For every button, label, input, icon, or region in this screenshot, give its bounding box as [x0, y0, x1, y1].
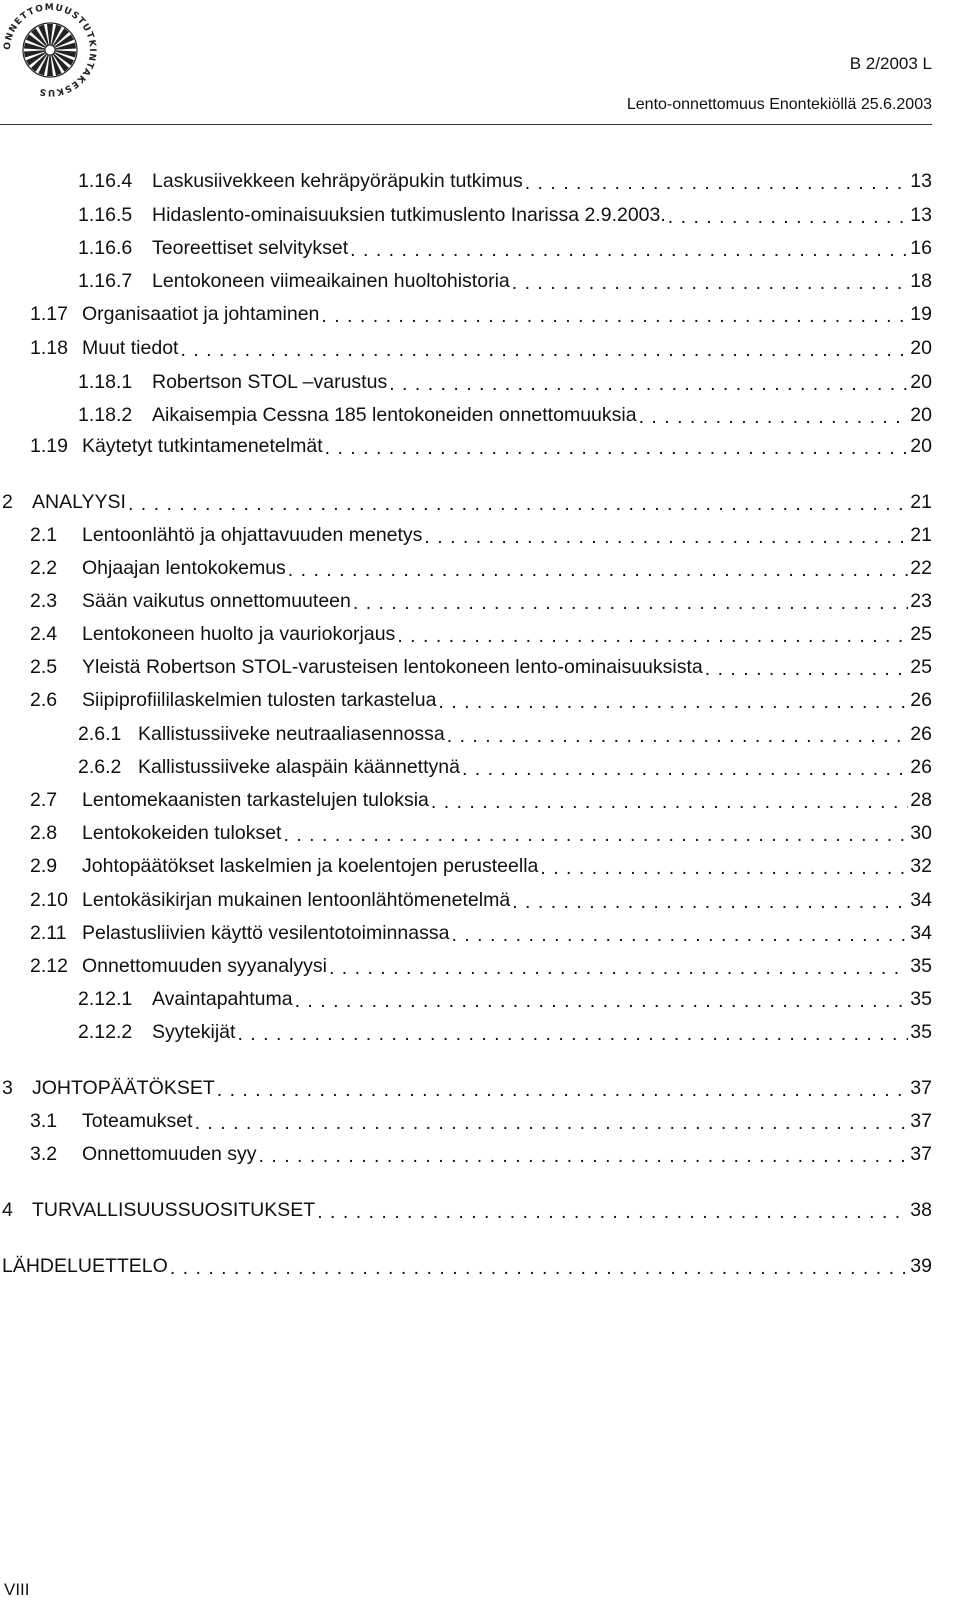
- toc-entry[interactable]: 2.12.2 Syytekijät . . . 35: [78, 1018, 932, 1046]
- toc-chapter[interactable]: LÄHDELUETTELO . . . 39: [2, 1252, 932, 1280]
- svg-text:ONNETTOMUUSTUTKINTAKESKUS: ONNETTOMUUSTUTKINTAKESKUS: [2, 2, 98, 98]
- document-code: B 2/2003 L: [849, 54, 932, 73]
- toc-entry[interactable]: 2.8 Lentokokeiden tulokset . . . 30: [30, 819, 932, 847]
- toc-entry[interactable]: 2.10 Lentokäsikirjan mukainen lentoonlähtömenetelmä . . . 34: [30, 886, 932, 914]
- toc-entry[interactable]: 2.7 Lentomekaanisten tarkastelujen tuloksia . . . 28: [30, 786, 932, 814]
- toc-entry[interactable]: 2.9 Johtopäätökset laskelmien ja koelentojen perusteella . . . 32: [30, 852, 932, 880]
- toc-chapter[interactable]: 2 ANALYYSI . . . 21: [2, 488, 932, 516]
- toc-entry[interactable]: 2.1 Lentoonlähtö ja ohjattavuuden menetys . . . 21: [30, 521, 932, 549]
- toc-entry[interactable]: 1.16.4 Laskusiivekkeen kehräpyöräpukin tutkimus . . . 13: [78, 167, 932, 195]
- toc-entry[interactable]: 2.2 Ohjaajan lentokokemus . . . 22: [30, 554, 932, 582]
- toc-entry[interactable]: 2.6 Siipiprofiililaskelmien tulosten tarkastelua . . . 26: [30, 686, 932, 714]
- toc-entry[interactable]: 1.19 Käytetyt tutkintamenetelmät . . . 20: [30, 432, 932, 460]
- toc-entry[interactable]: 2.11 Pelastusliivien käyttö vesilentotoiminnassa . . . 34: [30, 919, 932, 947]
- toc-entry[interactable]: 2.12.1 Avaintapahtuma . . . 35: [78, 985, 932, 1013]
- toc-entry[interactable]: 1.18.2 Aikaisempia Cessna 185 lentokoneiden onnettomuuksia . . . 20: [78, 401, 932, 429]
- page-number: VIII: [4, 1580, 30, 1599]
- toc-entry[interactable]: 1.17 Organisaatiot ja johtaminen . . . 19: [30, 300, 932, 328]
- toc-entry[interactable]: 2.4 Lentokoneen huolto ja vauriokorjaus . . . 25: [30, 620, 932, 648]
- toc-entry[interactable]: 1.16.7 Lentokoneen viimeaikainen huoltohistoria . . . 18: [78, 267, 932, 295]
- toc-entry[interactable]: 1.18.1 Robertson STOL –varustus . . . 20: [78, 368, 932, 396]
- toc-entry[interactable]: 2.12 Onnettomuuden syyanalyysi . . . 35: [30, 952, 932, 980]
- toc-entry[interactable]: 1.16.6 Teoreettiset selvitykset . . . 16: [78, 234, 932, 262]
- toc-entry[interactable]: 3.1 Toteamukset . . . 37: [30, 1107, 932, 1135]
- document-title: Lento-onnettomuus Enontekiöllä 25.6.2003: [626, 96, 932, 113]
- toc-entry[interactable]: 3.2 Onnettomuuden syy . . . 37: [30, 1140, 932, 1168]
- toc-entry[interactable]: 2.6.1 Kallistussiiveke neutraaliasennossa . . . 26: [78, 720, 932, 748]
- toc-entry[interactable]: 1.16.5 Hidaslento-ominaisuuksien tutkimuslento Inarissa 2.9.2003. . . . 13: [78, 201, 932, 229]
- toc-entry[interactable]: 1.18 Muut tiedot . . . 20: [30, 334, 932, 362]
- toc-chapter[interactable]: 4 TURVALLISUUSSUOSITUKSET . . . 38: [2, 1196, 932, 1224]
- toc-entry[interactable]: 2.3 Sään vaikutus onnettomuuteen . . . 23: [30, 587, 932, 615]
- toc-entry[interactable]: 2.5 Yleistä Robertson STOL-varusteisen lentokoneen lento-ominaisuuksista . . . 25: [30, 653, 932, 681]
- toc-entry[interactable]: 2.6.2 Kallistussiiveke alaspäin käännettynä . . . 26: [78, 753, 932, 781]
- toc-chapter[interactable]: 3 JOHTOPÄÄTÖKSET . . . 37: [2, 1074, 932, 1102]
